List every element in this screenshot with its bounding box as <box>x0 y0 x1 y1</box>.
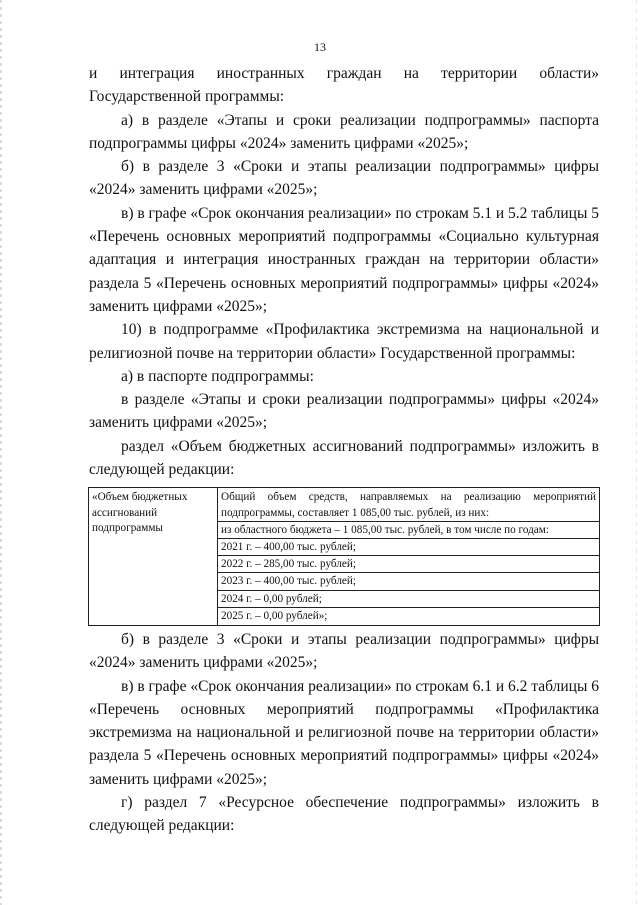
table-total-text: Общий объем средств, направляемых на реализацию мероприятий подпрограммы, составляет 1 085,00 тыс. рублей, из них: <box>221 491 596 519</box>
budget-table <box>88 487 600 626</box>
paragraph-item-b-section3-second: б) в разделе 3 «Сроки и этапы реализации подпрограммы» цифры «2024» заменить цифрами «2025»; <box>89 630 599 672</box>
scan-edge-left <box>0 0 2 905</box>
table-year-line: 2025 г. – 0,00 рублей»; <box>218 607 599 624</box>
table-year-line: 2021 г. – 400,00 тыс. рублей; <box>218 538 599 555</box>
table-year-line: 2022 г. – 285,00 тыс. рублей; <box>218 555 599 572</box>
table-year-line: 2024 г. – 0,00 рублей; <box>218 590 599 607</box>
paragraph-item-a-stages: а) в разделе «Этапы и сроки реализации подпрограммы» паспорта подпрограммы цифры «2024» заменить цифрами «2025»; <box>89 111 599 152</box>
table-year-line: 2023 г. – 400,00 тыс. рублей; <box>218 572 599 589</box>
paragraph-item-b-section3: б) в разделе 3 «Сроки и этапы реализации подпрограммы» цифры «2024» заменить цифрами «2025»; <box>89 158 599 199</box>
table-value-cell <box>218 488 600 626</box>
paragraph-stages-section: в разделе «Этапы и сроки реализации подпрограммы» цифры «2024» заменить цифрами «2025»; <box>89 391 599 432</box>
paragraph-budget-section: раздел «Объем бюджетных ассигнований подпрограммы» изложить в следующей редакции: <box>89 437 599 479</box>
page-number: 13 <box>314 40 326 54</box>
paragraph-continuation: и интеграция иностранных граждан на территории области» Государственной программы: <box>89 65 599 106</box>
scan-edge-right <box>636 0 637 905</box>
table-regional-text: из областного бюджета – 1 085,00 тыс. рублей, в том числе по годам: <box>218 521 599 538</box>
table-row <box>89 488 600 626</box>
paragraph-item-g-section7: г) раздел 7 «Ресурсное обеспечение подпрограммы» изложить в следующей редакции: <box>89 794 599 835</box>
paragraph-item-v-table5: в) в графе «Срок окончания реализации» по строкам 5.1 и 5.2 таблицы 5 «Перечень основных мероприятий подпрограммы «Социально культурная адаптация и интеграция иностранных граждан на территории области» раздела 5 «Перечень основных мероприятий подпрограммы» цифры «2024» заменить цифрами «2025»; <box>89 204 600 315</box>
paragraph-item-v-table6: в) в графе «Срок окончания реализации» по строкам 6.1 и 6.2 таблицы 6 «Перечень основных мероприятий подпрограммы «Профилактика экстремизма на национальной и религиозной почве на территории области» раздела 5 «Перечень основных мероприятий подпрограммы» цифры «2024» заменить цифрами «2025»; <box>89 677 600 788</box>
table-label-cell: «Объем бюджетных ассигнований подпрограммы <box>89 488 218 626</box>
paragraph-item-10-subprogram: 10) в подпрограмме «Профилактика экстремизма на национальной и религиозной почве на территории области» Государственной программы: <box>89 321 599 362</box>
document-body <box>89 62 599 838</box>
paragraph-item-a-passport: а) в паспорте подпрограммы: <box>121 367 314 385</box>
